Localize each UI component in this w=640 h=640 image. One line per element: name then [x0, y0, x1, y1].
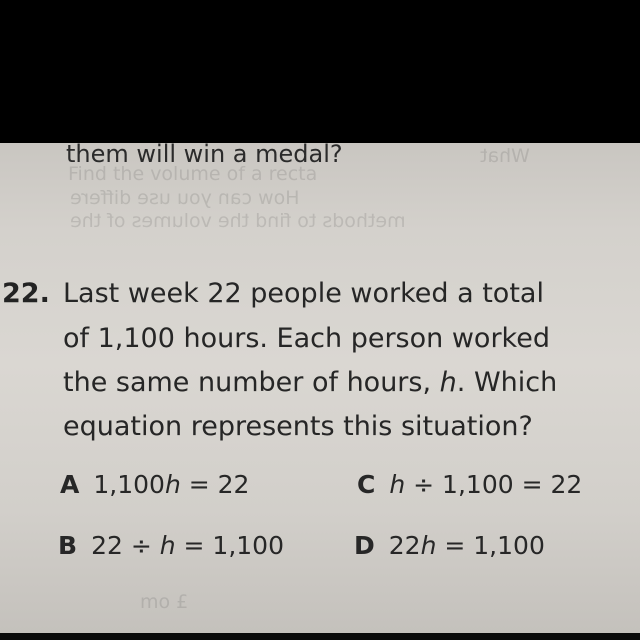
choice-letter: D: [354, 531, 375, 560]
photo-dark-edge: [0, 633, 640, 640]
bleed-through-text: mo £: [140, 591, 189, 613]
choice-d[interactable]: D 22h = 1,100: [354, 531, 545, 560]
choice-letter: B: [58, 531, 78, 560]
previous-question-text: them will win a medal?: [66, 143, 343, 168]
choice-b[interactable]: B 22 ÷ h = 1,100: [58, 531, 284, 560]
question-line: the same number of hours, h. Which: [63, 367, 558, 398]
variable-h: h: [439, 367, 457, 398]
textbook-page: [0, 143, 640, 633]
choice-letter: A: [60, 470, 80, 499]
question-line: of 1,100 hours. Each person worked: [63, 323, 550, 354]
bleed-through-text: What: [480, 145, 530, 167]
question-line: equation represents this situation?: [63, 411, 533, 442]
choice-c[interactable]: C h ÷ 1,100 = 22: [357, 470, 583, 499]
question-number: 22.: [2, 278, 50, 309]
bleed-through-text: methods to find the volumes of the: [70, 210, 406, 232]
choice-letter: C: [357, 470, 376, 499]
bleed-through-text: Find the volume of a recta: [68, 163, 318, 185]
bleed-through-text: How can you use differe: [70, 187, 300, 209]
question-line: Last week 22 people worked a total: [63, 278, 544, 309]
choice-a[interactable]: A 1,100h = 22: [60, 470, 250, 499]
